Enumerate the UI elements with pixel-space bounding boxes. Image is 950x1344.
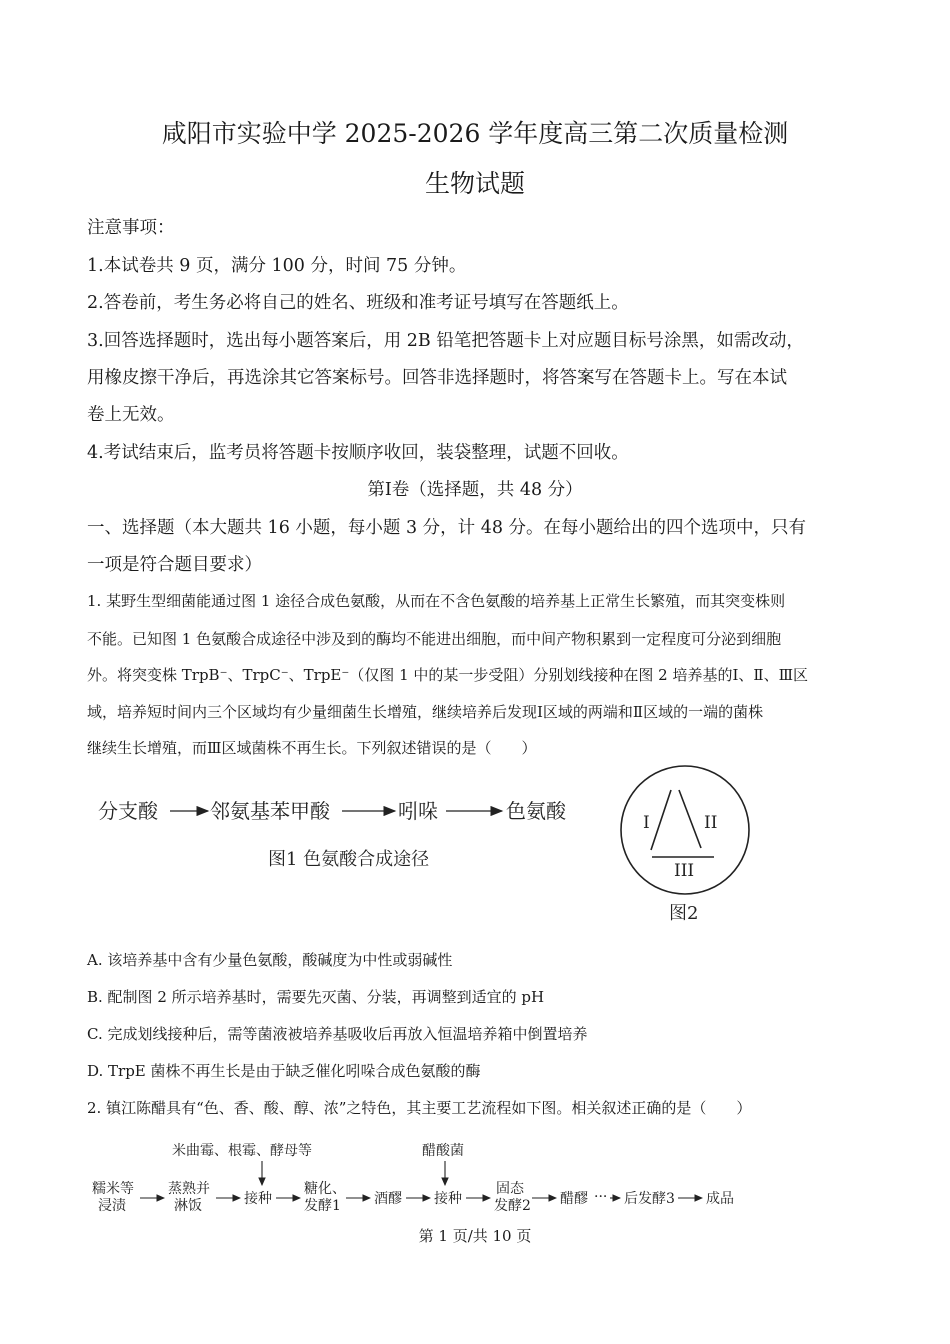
q1-stem: 域，培养短时间内三个区域均有少量细菌生长增殖，继续培养后发现Ⅰ区域的两端和Ⅱ区域的一端的菌株 [87,703,764,721]
flow-step: 浸渍 [98,1198,126,1214]
note-item: 3.回答选择题时，选出每小题答案后，用 2B 铅笔把答题卡上对应题目标号涂黑，如需改动， [87,331,804,351]
pathway-step: 吲哚 [398,799,438,823]
region-label: I [643,813,650,833]
q1-option-b: B. 配制图 2 所示培养基时，需要先灭菌、分装，再调整到适宜的 pH [87,988,545,1006]
region-label: II [704,813,718,833]
pathway-step: 分支酸 [98,799,158,823]
flow-step: 醋醪 [560,1191,588,1207]
flow-step: 酒醪 [374,1191,402,1207]
figure-1-caption: 图1 色氨酸合成途径 [268,849,430,870]
figure-2-plate [610,760,760,930]
pathway-step: 色氨酸 [506,799,566,823]
flow-step: 糯米等 [92,1181,134,1197]
exam-title: 咸阳市实验中学 2025-2026 学年度高三第二次质量检测 [161,119,789,148]
exam-subtitle: 生物试题 [424,169,525,198]
note-item: 4.考试结束后，监考员将答题卡按顺序收回，装袋整理，试题不回收。 [87,443,629,463]
figure-1-pathway [90,790,590,880]
streak-line-i [651,790,671,850]
streak-line-ii [679,790,701,848]
flow-step: 蒸熟并 [168,1181,210,1197]
notes-heading: 注意事项： [87,218,175,238]
q1-stem: 外。将突变株 TrpB⁻、TrpC⁻、TrpE⁻（仅图 1 中的某一步受阻）分别划线接种在图 2 培养基的Ⅰ、Ⅱ、Ⅲ区 [87,666,809,684]
flow-step: 成品 [706,1191,734,1207]
q1-option-d: D. TrpE 菌株不再生长是由于缺乏催化吲哚合成色氨酸的酶 [87,1062,481,1080]
q1-stem: 继续生长增殖，而Ⅲ区域菌株不再生长。下列叙述错误的是（ ） [87,739,537,757]
flow-step: 接种 [244,1191,272,1207]
flow-step: 接种 [434,1191,462,1207]
region-label: III [674,861,695,881]
q1-option-c: C. 完成划线接种后，需等菌液被培养基吸收后再放入恒温培养箱中倒置培养 [87,1025,588,1043]
flow-step: 糖化、 [304,1181,346,1197]
flow-step: 后发酵3 [624,1191,675,1207]
q2-process-flow [80,1135,760,1225]
section-title: 第Ⅰ卷（选择题，共 48 分） [367,480,583,500]
flow-step: 淋饭 [174,1198,202,1214]
q1-stem: 1. 某野生型细菌能通过图 1 途径合成色氨酸，从而在不含色氨酸的培养基上正常生长繁殖，而其突变株则 [87,592,786,610]
flow-step: 发酵1 [304,1198,341,1214]
pathway-step: 邻氨基苯甲酸 [210,799,330,823]
flow-input: 米曲霉、根霉、酵母等 [172,1143,312,1159]
flow-step: 发酵2 [494,1198,531,1214]
section-instruction: 一、选择题（本大题共 16 小题，每小题 3 分，计 48 分。在每小题给出的四个选项中，只有 [87,518,807,538]
note-item: 卷上无效。 [87,405,175,425]
q1-option-a: A. 该培养基中含有少量色氨酸，酸碱度为中性或弱碱性 [87,951,453,969]
q2-stem: 2. 镇江陈醋具有“色、香、酸、醇、浓”之特色，其主要工艺流程如下图。相关叙述正确的是（ ） [87,1099,752,1117]
page-footer: 第 1 页/共 10 页 [418,1227,532,1245]
flow-input: 醋酸菌 [422,1143,464,1159]
note-item: 1.本试卷共 9 页，满分 100 分，时间 75 分钟。 [87,256,467,276]
flow-step: 固态 [496,1181,524,1197]
note-item: 用橡皮擦干净后，再选涂其它答案标号。回答非选择题时，将答案写在答题卡上。写在本试 [87,368,787,388]
flow-ellipsis: ··· [594,1189,608,1205]
section-instruction: 一项是符合题目要求） [87,555,262,575]
figure-2-caption: 图2 [669,903,699,924]
note-item: 2.答卷前，考生务必将自己的姓名、班级和准考证号填写在答题纸上。 [87,293,629,313]
q1-stem: 不能。已知图 1 色氨酸合成途径中涉及到的酶均不能进出细胞，而中间产物积累到一定程度可分泌到细胞 [87,630,782,648]
